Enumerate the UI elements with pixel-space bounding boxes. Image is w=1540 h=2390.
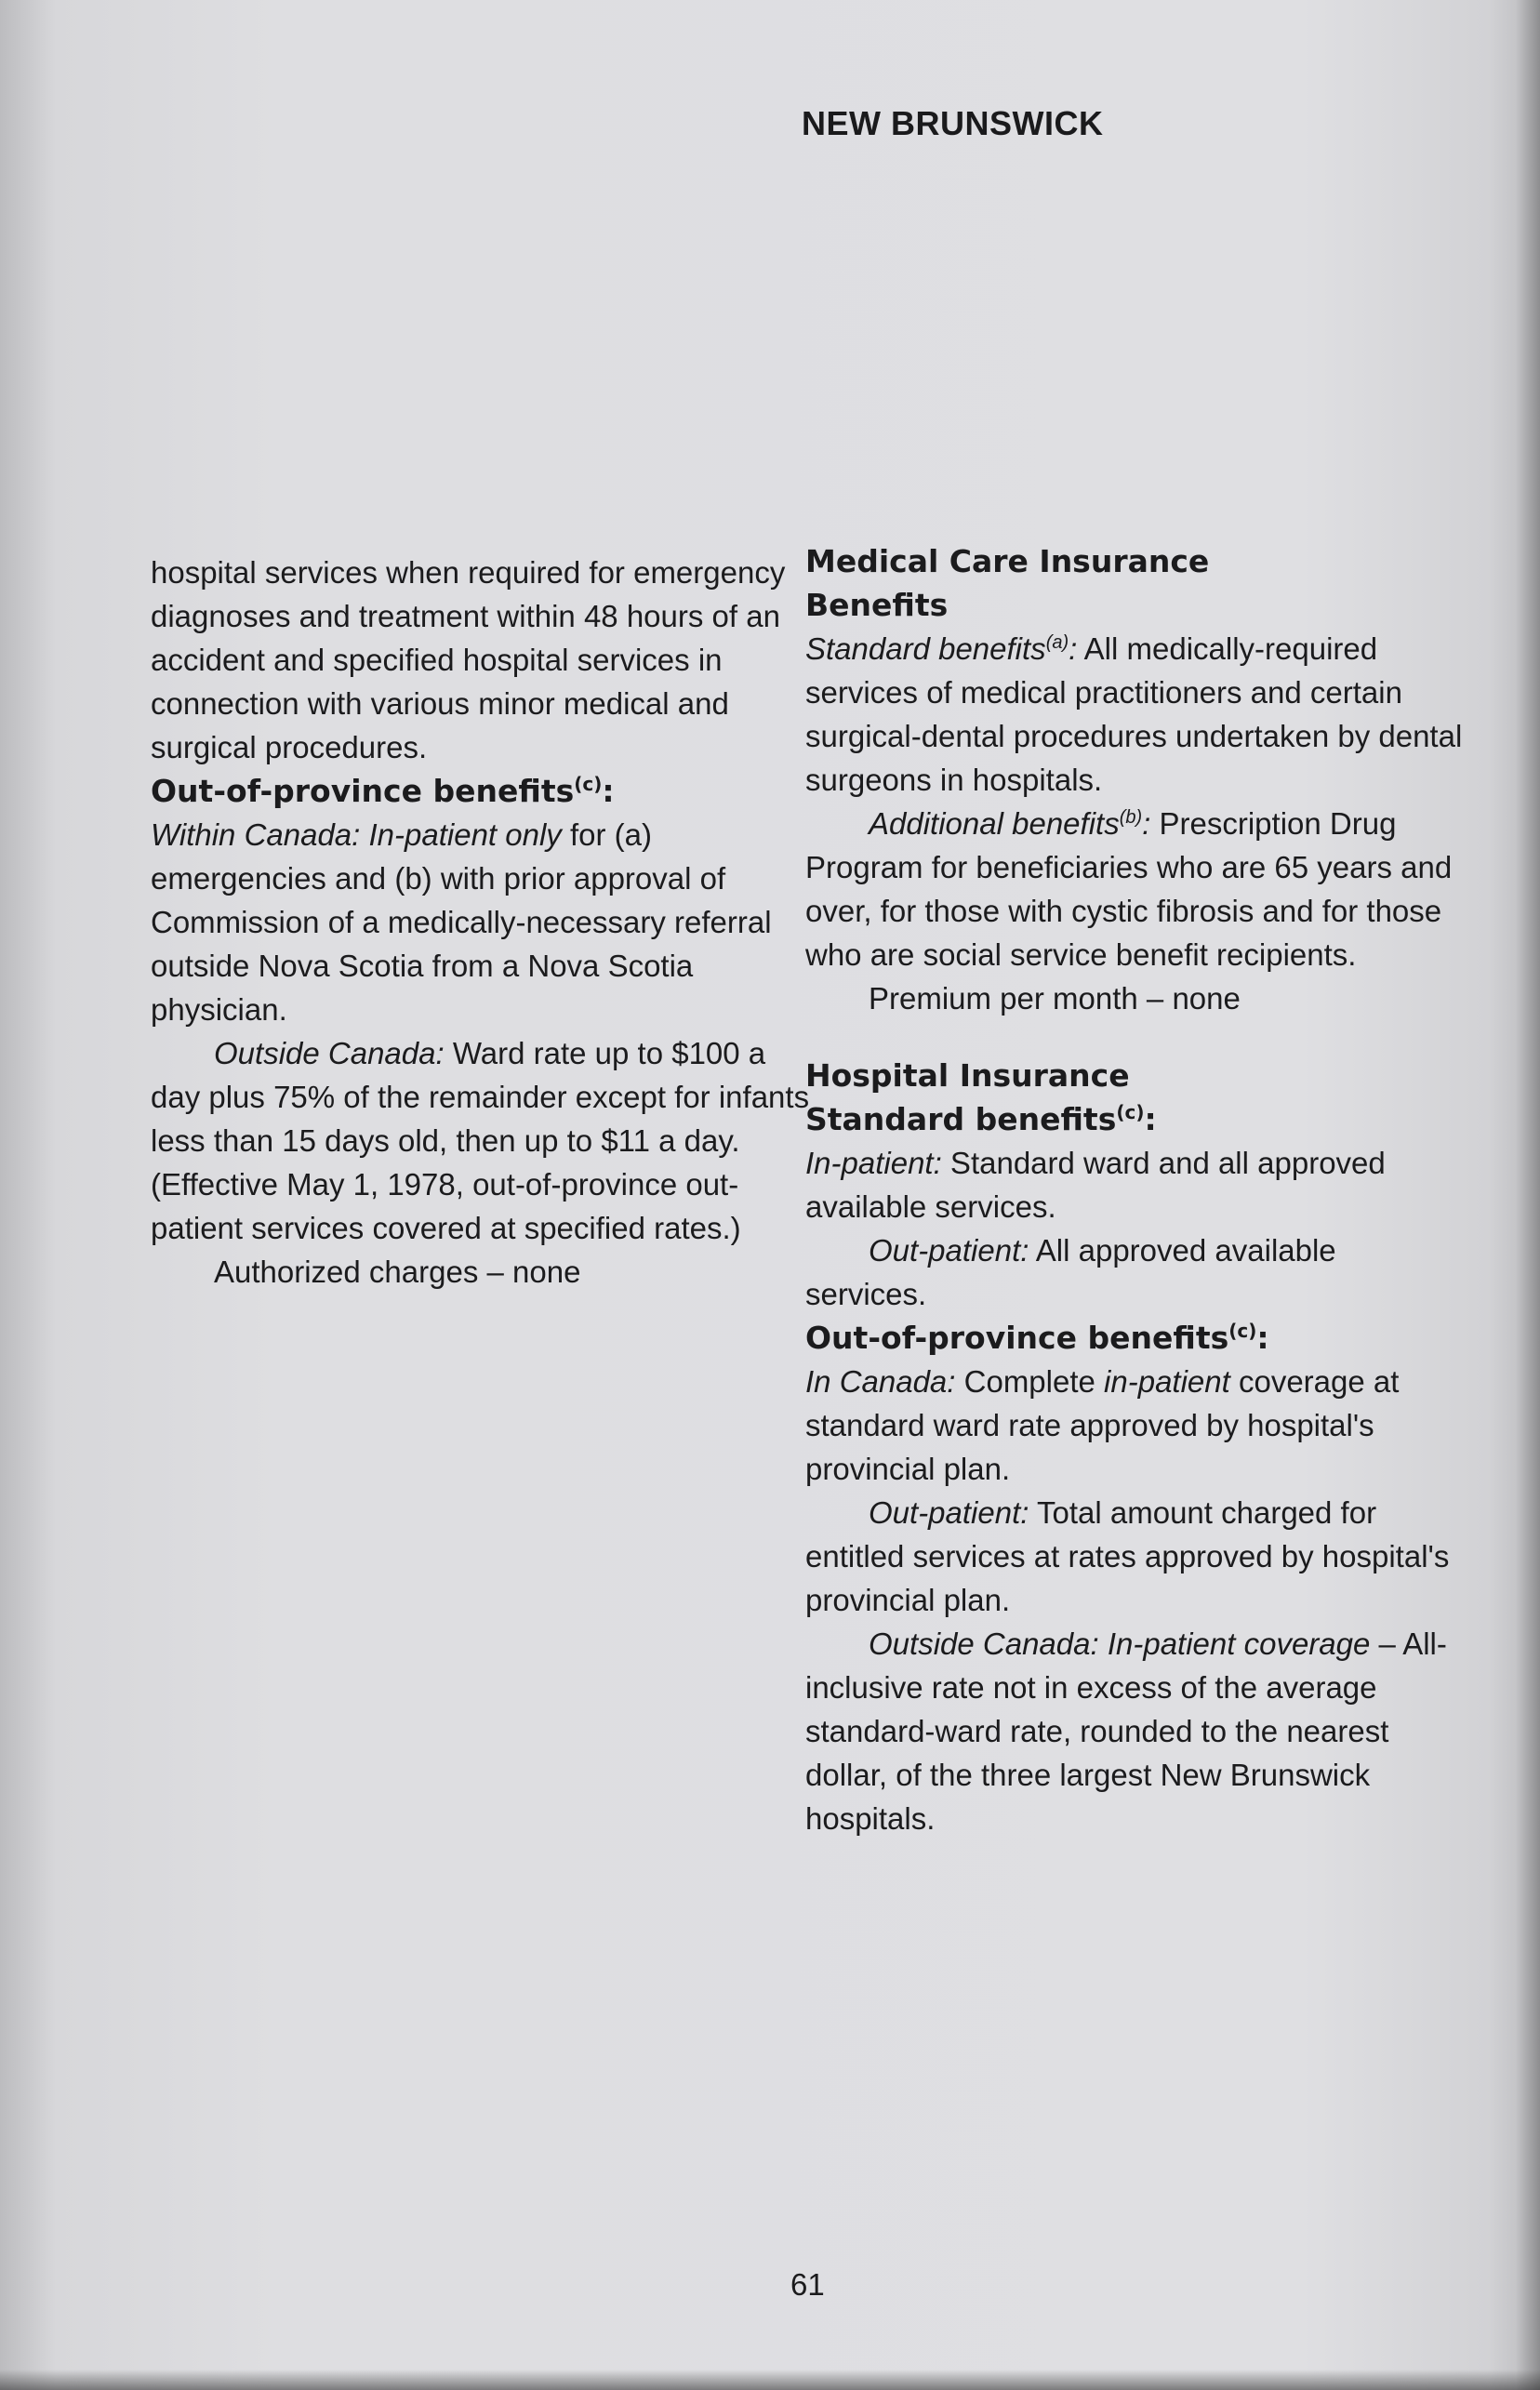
oop-outpatient-paragraph — [805, 1491, 1466, 1622]
medical-care-heading-line1: Medical Care Insurance — [805, 543, 1210, 579]
outpatient-label: Out-patient: — [869, 1233, 1029, 1268]
additional-benefits-paragraph — [805, 802, 1466, 976]
left-outside-canada-text: Ward rate up to $100 a day plus 75% of the remainder except for infants less than 15 days old, then up to $11 a day. (Effective May 1, 1978, out-of-province out-patient services covered at specified rates.) — [151, 1036, 810, 1245]
left-authorized-charges: Authorized charges – none — [214, 1255, 581, 1289]
medical-care-heading — [805, 539, 1466, 627]
hospital-standard-footnote-ref: (c) — [1116, 1101, 1145, 1123]
standard-benefits-text: All medically-required services of medical practitioners and certain surgical-dental procedures undertaken by dental surgeons in hospitals. — [805, 631, 1463, 797]
right-oop-heading-colon: : — [1256, 1320, 1269, 1356]
in-canada-label: In Canada: — [805, 1364, 956, 1399]
standard-benefits-colon: : — [1069, 631, 1078, 666]
running-header: NEW BRUNSWICK — [802, 104, 1104, 142]
section-spacer — [805, 1020, 1466, 1054]
right-oop-footnote-ref: (c) — [1228, 1320, 1257, 1342]
left-within-canada-label: Within Canada: In-patient only — [151, 817, 562, 852]
left-column — [151, 551, 811, 1294]
in-canada-text-1: Complete — [955, 1364, 1105, 1399]
left-oop-heading-colon: : — [602, 773, 615, 809]
outpatient-text: All approved available services. — [805, 1233, 1336, 1311]
hospital-standard-benefits-heading: Standard benefits — [805, 1101, 1117, 1137]
standard-benefits-label: Standard benefits — [805, 631, 1046, 666]
page-bottom-edge — [0, 2370, 1540, 2390]
inpatient-paragraph — [805, 1141, 1466, 1228]
additional-benefits-text: Prescription Drug Program for beneficiaries who are 65 years and over, for those with cystic fibrosis and for those who are social service benefit recipients. — [805, 806, 1453, 972]
left-outside-canada-label: Outside Canada: — [214, 1036, 445, 1070]
in-canada-text-2: coverage at standard ward rate approved by hospital's provincial plan. — [805, 1364, 1400, 1486]
oop-outpatient-label: Out-patient: — [869, 1495, 1029, 1530]
inpatient-text: Standard ward and all approved available services. — [805, 1146, 1386, 1224]
right-oop-heading-text: Out-of-province benefits — [805, 1320, 1229, 1356]
hospital-standard-colon: : — [1144, 1101, 1157, 1137]
page-gutter-shadow — [1516, 0, 1540, 2390]
right-oop-heading — [805, 1316, 1466, 1360]
hospital-insurance-heading-line1: Hospital Insurance — [805, 1057, 1130, 1094]
inpatient-label: In-patient: — [805, 1146, 942, 1180]
left-oop-footnote-ref: (c) — [574, 773, 603, 795]
right-column — [805, 539, 1466, 1840]
outside-canada-paragraph — [805, 1622, 1466, 1840]
page-number: 61 — [790, 2267, 825, 2302]
outside-canada-text: – All-inclusive rate not in excess of the average standard-ward rate, rounded to the nearest dollar, of the three largest New Brunswick hospitals. — [805, 1627, 1447, 1836]
left-within-canada-paragraph — [151, 813, 811, 1031]
standard-benefits-paragraph — [805, 627, 1466, 802]
left-oop-heading-text: Out-of-province benefits — [151, 773, 575, 809]
left-within-canada-text: for (a) emergencies and (b) with prior approval of Commission of a medically-necessary referral outside Nova Scotia from a Nova Scotia physician. — [151, 817, 772, 1027]
left-intro-paragraph: hospital services when required for emergency diagnoses and treatment within 48 hours of an accident and specified hospital services in connection with various minor medical and surgical procedures. — [151, 555, 786, 764]
in-canada-paragraph — [805, 1360, 1466, 1491]
left-oop-heading — [151, 769, 811, 813]
left-outside-canada-paragraph — [151, 1031, 811, 1250]
oop-outpatient-text: Total amount charged for entitled services at rates approved by hospital's provincial plan. — [805, 1495, 1450, 1617]
in-canada-italic: in-patient — [1104, 1364, 1230, 1399]
hospital-insurance-heading — [805, 1054, 1466, 1141]
additional-benefits-footnote-ref: (b) — [1119, 807, 1143, 828]
outside-canada-label: Outside Canada: In-patient coverage — [869, 1627, 1371, 1661]
additional-benefits-colon: : — [1142, 806, 1151, 841]
outpatient-paragraph — [805, 1228, 1466, 1316]
medical-care-heading-line2: Benefits — [805, 587, 949, 623]
additional-benefits-label: Additional benefits — [869, 806, 1120, 841]
premium-per-month: Premium per month – none — [869, 981, 1241, 1016]
standard-benefits-footnote-ref: (a) — [1045, 632, 1069, 653]
